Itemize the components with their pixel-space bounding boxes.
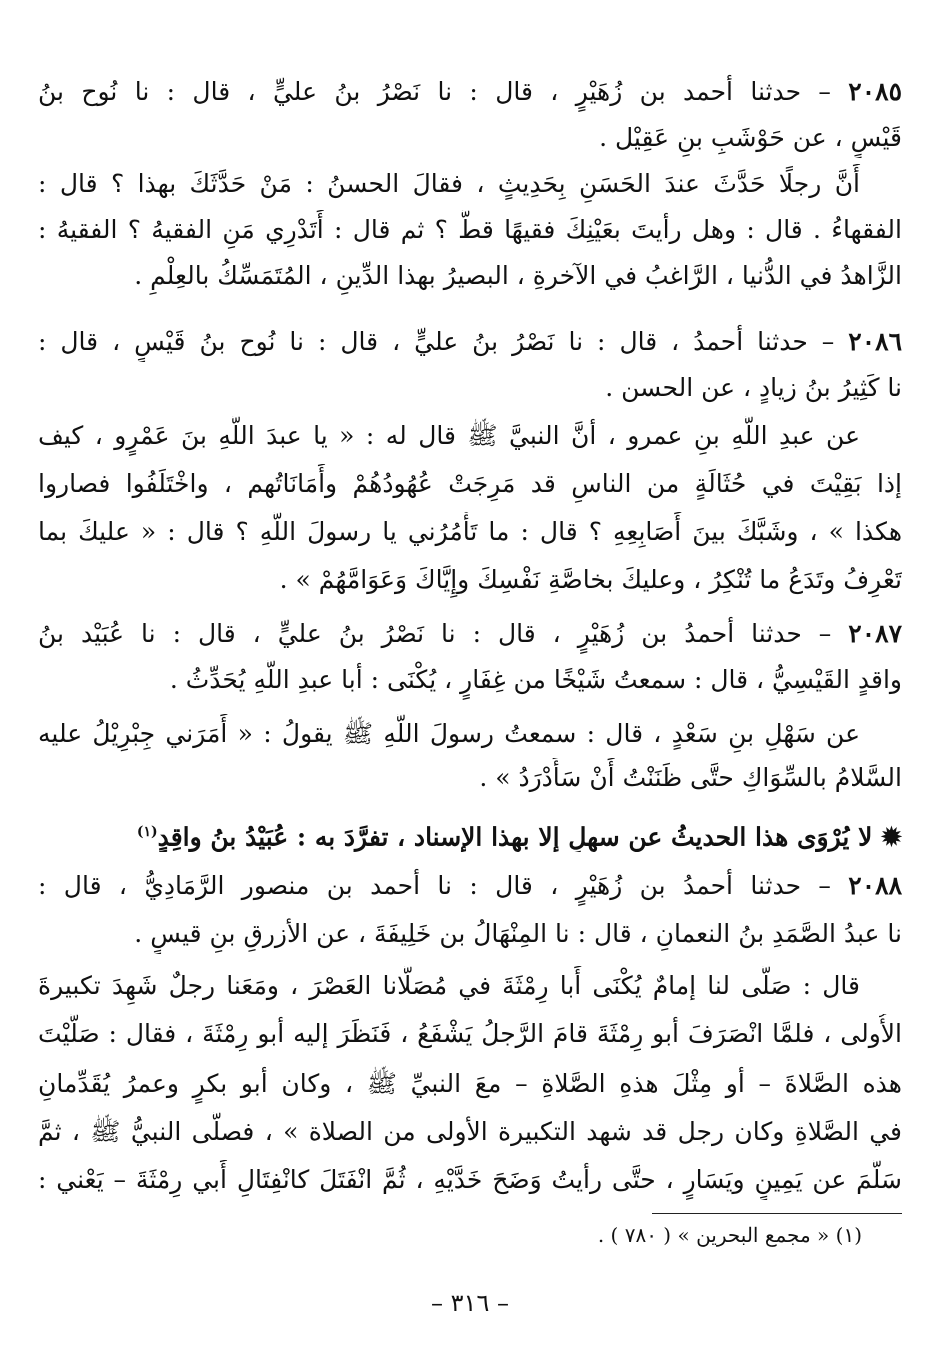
hadith-2088-matn-line-2: الأُولى ، فلمَّا انْصَرَفَ أبو رِمْثَةَ قامَ الرَّجلُ يَشْفَعُ ، فَنَظَرَ إليه أبو رِمْثَةَ ، فقال : صَلَّيْتَ [38,1019,902,1048]
isnad-text: – حدثنا أحمدُ ، قال : نا نَصْرُ بنُ عليٍّ ، قال : نا نُوح بنُ قَيْسٍ ، قال : [38,327,849,356]
hadith-2086-isnad-line-1 [38,322,902,362]
hadith-2088-matn-line-3: هذه الصَّلاةَ – أو مِثْلَ هذهِ الصَّلاةِ – معَ النبيِّ ﷺ ، وكان أبو بكرٍ وعمرُ يُقَدِّمانِ [38,1069,902,1098]
isnad-text: – حدثنا أحمدُ بن زُهَيْرٍ ، قال : نا أحمد بن منصور الرَّمَادِيُّ ، قال : [38,871,849,900]
hadith-2088-matn-line-1: قال : صَلَّى لنا إمامٌ يُكْنَى أَبا رِمْثَةَ في مُصَلَّانا العَصْرَ ، ومَعَنا رجلٌ شَهِدَ تكبيرةَ [38,971,860,1000]
footnote-ref: (١) [136,824,158,840]
hadith-2086-isnad-line-2: نا كَثِيرُ بنُ زيادٍ ، عن الحسن . [605,373,902,402]
hadith-2086-matn-line-1: عن عبدِ اللَّهِ بنِ عمرو ، أنَّ النبيَّ ﷺ قال له : « يا عبدَ اللَّهِ بنَ عَمْرٍو ، كيف [38,421,860,450]
hadith-2087-note [38,812,902,852]
hadith-2087-matn-line-1: عن سَهْلِ بنِ سَعْدٍ ، قال : سمعتُ رسولَ اللَّهِ ﷺ يقولُ : « أَمَرَني جِبْرِيْلُ عليه [38,719,860,748]
hadith-number: ٢٠٨٥ [848,77,902,106]
isnad-text: – حدثنا أحمد بن زُهَيْرٍ ، قال : نا نَصْرُ بنُ عليٍّ ، قال : نا نُوح بنُ [38,77,849,106]
hadith-2088-matn-line-4: في الصَّلاةِ وكان رجل قد شهد التكبيرة الأولى من الصلاة » ، فصلَّى النبيُّ ﷺ ، ثمَّ [38,1117,902,1146]
footnote-divider [652,1213,902,1214]
hadith-number: ٢٠٨٦ [848,327,902,356]
hadith-2085-isnad-line-1 [38,72,902,112]
hadith-2088-isnad-line-1 [38,866,902,906]
hadith-2088-isnad-line-2: نا عبدُ الصَّمَدِ بنُ النعمانِ ، قال : نا المِنْهَالُ بن خَلِيفَةَ ، عن الأزرقِ بنِ قيسٍ . [134,919,902,948]
hadith-2085-matn-line-3: الزَّاهدُ في الدُّنيا ، الرَّاغبُ في الآخرةِ ، البصيرُ بهذا الدِّينِ ، المُتَمَسِّكُ بالعِلْمِ . [134,261,902,290]
isnad-text: – حدثنا أحمدُ بن زُهَيْرٍ ، قال : نا نَصْرُ بنُ عليٍّ ، قال : نا عُبَيْد بنُ [38,619,849,648]
hadith-2087-isnad-line-2: واقدٍ القَيْسِيُّ ، قال : سمعتُ شَيْخًا من غِفَارٍ ، يُكْنَى : أبا عبدِ اللَّهِ يُحَدِّثُ . [169,665,902,694]
note-text: ✹ لا يُرْوَى هذا الحديثُ عن سهلٍ إلا بهذا الإسناد ، تفرَّدَ به : عُبَيْدُ بنُ واقِدٍ [157,822,902,852]
page-number: – ٣١٦ – [431,1289,509,1317]
hadith-2086-matn-line-2: إذا بَقِيْتَ في حُثَالَةٍ من الناسِ قد مَرِجَتْ عُهُودُهُمْ وأَمَانَاتُهم ، واخْتَلَفُوا فصاروا [38,469,902,498]
hadith-2088-matn-line-5: سَلَّمَ عن يَمِينٍ ويَسَارٍ ، حتَّى رأيتُ وَضَحَ خَدَّيْهِ ، ثُمَّ انْفَتَلَ كانْفِتَالِ أَبي رِمْثَةَ – يَعْني : [38,1165,902,1194]
hadith-number: ٢٠٨٨ [848,871,902,900]
hadith-2087-isnad-line-1 [38,614,902,654]
hadith-2086-matn-line-4: تَعْرِفُ وتَدَعُ ما تُنْكِرُ ، وعليكَ بخاصَّةِ نَفْسِكَ وإِيَّاكَ وَعَوَامَّهُمْ » . [279,565,902,594]
hadith-2085-isnad-line-2: قَيْسٍ ، عن حَوْشَبِ بنِ عَقِيْل . [599,123,902,152]
hadith-2087-matn-line-2: السَّلامُ بالسِّوَاكِ حتَّى ظَنَنْتُ أَنْ سَأَدْرَدُ » . [479,763,902,792]
hadith-number: ٢٠٨٧ [848,619,902,648]
hadith-2085-matn-line-2: الفقهاءُ . قال : وهل رأيتَ بعَيْنِكَ فقيهًا قطُّ ؟ ثم قال : أَتَدْرِي مَنِ الفقيهُ ؟ الفقيهُ : [38,215,902,244]
hadith-2085-matn-line-1: أَنَّ رجلًا حَدَّثَ عندَ الحَسَنِ بِحَدِيثٍ ، فقالَ الحسنُ : مَنْ حَدَّثَكَ بهذا ؟ قال : [38,169,860,198]
hadith-2086-matn-line-3: هكذا » ، وشَبَّكَ بينَ أَصَابِعِهِ ؟ قال : ما تَأْمُرُني يا رسولَ اللَّهِ ؟ قال : « عليكَ بما [38,517,902,546]
footnote: (١) « مجمع البحرين » ( ٧٨٠ ) . [597,1223,862,1247]
